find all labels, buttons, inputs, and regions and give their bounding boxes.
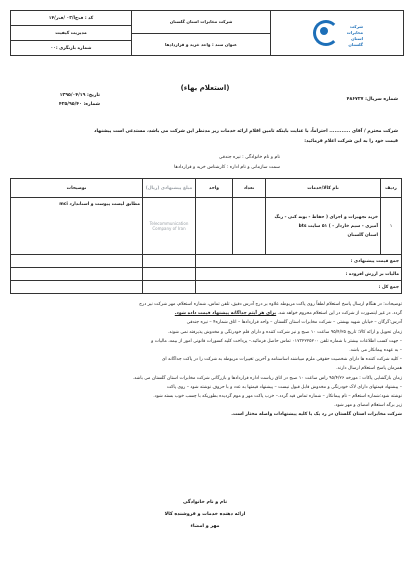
term-line: – پیشنهاد قیمتهای دارای لاک خودرنگی و مخدوش قابل قبول نیست – پیشنهاد قیمتها به عدد و با حروف نوشته شود – روی پاکت [166, 384, 402, 390]
row-item-line2: آمیزی - سیم خاردار - ) ۵۱ سایت bts [298, 223, 378, 229]
table-row [11, 198, 402, 255]
company-name: شرکت مخابرات استان گلستان [169, 19, 233, 25]
term-line: زمان بازگشایی پاکات : مورخه ۹۵/۴/۲۶ راس ساعت ۱۰ صبح در اتاق ریاست اداره قراردادها و بازرگانی شرکت مخابرات استان گلستان می باشد. [132, 375, 402, 381]
term-line: شرکت مخابرات استان گلستان در رد یک یا کلیه پیشنهادات واصله مختار است. [231, 412, 402, 418]
col-qty: تعداد [233, 179, 266, 198]
contact-name: نام و نام خانوادگی : نیره جندقی [218, 155, 280, 160]
company-logo-cell [270, 11, 403, 55]
total-label: جمع قیمت پیشنهادی : [196, 255, 402, 268]
term-line: همزمان پاسخ استعلام ارسال دارند. [336, 366, 402, 372]
col-unit: واحد [196, 179, 233, 198]
grand-total-label: جمع کل : [196, 281, 402, 294]
row-index: ۱ [381, 198, 402, 255]
serial-number: شماره سریال: ۴۸۶۷۲۷ [346, 97, 398, 102]
inquiry-date: تاریخ: ۱۳۹۵/۰۴/۱۹ [59, 93, 100, 98]
term-line: گردد. در غیر اینصورت از شرکت در این استعلام محروم خواهد شد. برای هر آیتم جداگانه پیشنهاد قیمت داده شود. [174, 311, 402, 317]
row-item [266, 198, 381, 255]
col-price: مبلغ پیشنهادی (ریال) [143, 179, 196, 198]
term-line: توضیحات: در هنگام ارسال پاسخ استعلام لطفاً روی پاکت مربوطه علاوه بر درج آدرس دقیق، تلفن تماس، شماره استعلام، مهر شرکت نیز درج [139, 302, 402, 307]
term-line: – جهت کسب اطلاعات بیشتر با شماره تلفن ۰۱۷۳۲۲۲۵۲۰۰ تماس حاصل فرمائید.– پرداخت کلیه کسورات قانونی امور از بیمه، مالیات و [151, 338, 402, 344]
total-empty [11, 255, 143, 268]
total-row [11, 255, 402, 268]
term-emphasis: برای هر آیتم جداگانه پیشنهاد قیمت داده شود. [174, 311, 277, 317]
company-logo [311, 16, 363, 50]
logo-dot-icon [320, 27, 328, 35]
grand-total-value [143, 281, 196, 294]
vat-empty [11, 268, 143, 281]
grand-total-row [11, 281, 402, 294]
document-code: کد : ف‌ح‌ا/۰۳ /ف‌ر/۱۴ [48, 15, 94, 21]
page-title: (استعلام بهاء) [180, 84, 230, 92]
col-item: نام کالا/خدمات [266, 179, 381, 198]
col-description: توضیحات [11, 179, 143, 198]
term-line: آدرس:گرگان – خیابان شهید بهشتی – شرکت مخابرات استان گلستان – واحد قراردادها – اتاق شماره۴ – نیره جندقی [186, 320, 402, 326]
revision-number: شماره بازنگری :۰۰ [11, 40, 131, 55]
term-line: – کلیه شرکت کننده ها دارای شخصیت حقوقی ملزم میباشند اساسنامه و آخرین تغییرات مربوطه به شرکت را در پاکت جداگانه ای [161, 357, 402, 363]
intro-request: قیمت خود را به این شرکت اعلام فرمائید: [304, 139, 398, 144]
vat-label: مالیات بر ارزش افزوده : [196, 268, 402, 281]
term-line: – به عهده پیمانکار می باشد. [349, 348, 402, 354]
items-table [10, 178, 402, 294]
row-qty [233, 198, 266, 255]
total-value [143, 255, 196, 268]
quality-unit: مدیریت کیفیت [11, 25, 131, 40]
header-left [11, 11, 131, 55]
term-line: نوشته شود:شماره استعلام – نام پیمانکار – شماره تماس قید گردد.– خرب پاکت مهر و موم گردیده بطوریکه با چسب خوب بسته شود. [153, 394, 402, 400]
contact-position: سمت سازمانی و نام اداره : کارشناس خرید و قراردادها [174, 165, 280, 170]
inquiry-number: شماره: ۴۲۵/۹۵/۴۰ [58, 102, 100, 107]
vat-row [11, 268, 402, 281]
term-line: زیر برگه استعلام امضای و مهر شود. [334, 403, 402, 409]
signature-stamp: مهر و امضاء [190, 524, 220, 529]
row-price-stamp: Telecommunication Company of Iran [143, 198, 196, 255]
terms-section [10, 300, 402, 420]
row-unit [196, 198, 233, 255]
col-index: ردیف [381, 179, 402, 198]
signature-name: نام و نام خانوادگی [182, 500, 228, 505]
vat-value [143, 268, 196, 281]
logo-text: شرکت مخابرات استان گلستان [346, 24, 363, 47]
header-middle [131, 11, 270, 55]
term-line: زمان تحویل و ارائه کالا: تاریخ ۹۵/۴/۲۵ ساعت ۱۰ صبح و نیز شرکت کننده و دارای قلم خودرنگی و مخدوش پذیرفته نمی شوند. [167, 329, 402, 335]
document-header [10, 10, 404, 56]
document-subject: عنوان سند : واحد خرید و قراردادها [132, 33, 270, 56]
row-item-line1: خرید تجهیزات و اجرای ( حفاظ - بوته کنی - رنگ [274, 214, 378, 220]
intro-greeting: شرکت محترم / آقای ............ احتراماً، با عنایت باینکه تامین اقلام ارائه خدمات زیر مدنظر این شرکت می باشد، مستدعی است پیشنهاد [94, 129, 398, 134]
grand-total-empty [11, 281, 143, 294]
signature-provider: ارائه دهنده خدمات و فروشنده کالا [164, 512, 246, 517]
row-item-line3: استان گلستان [347, 232, 378, 238]
row-description: مطابق لیست پیوست و استاندارد mci [11, 198, 143, 255]
table-header-row [11, 179, 402, 198]
